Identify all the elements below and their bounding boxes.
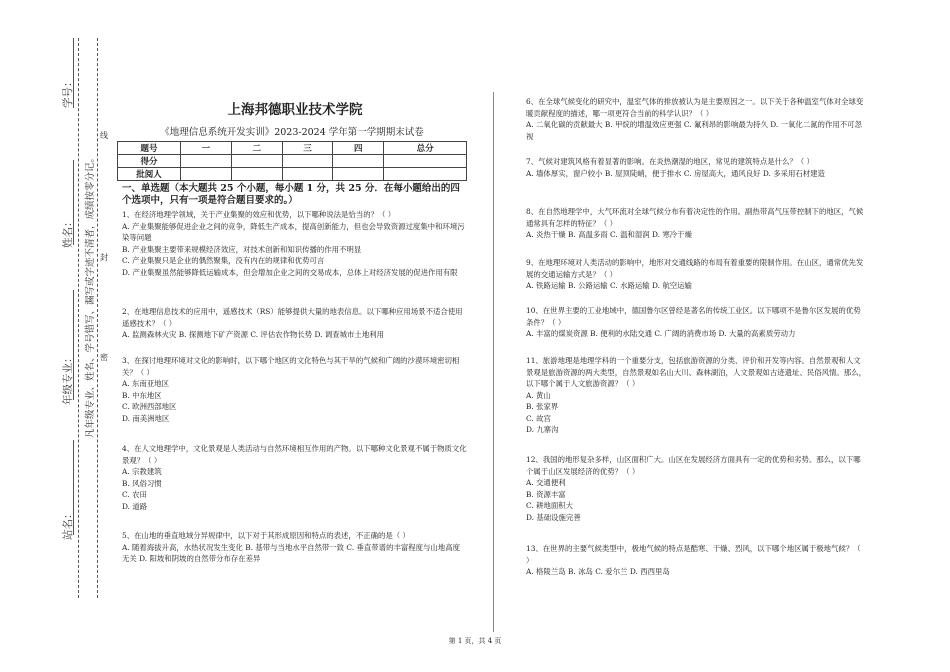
question-option[interactable]: C. 农田 bbox=[122, 490, 147, 499]
major-label: 年级专业： bbox=[62, 352, 74, 405]
reviewer-cell[interactable] bbox=[231, 168, 282, 181]
question-stem: 13、在世界的主要气候类型中，极地气候的特点是酷寒、干燥、烈风，以下哪个地区属于极地气候？（ ） bbox=[526, 544, 861, 565]
question-option[interactable]: D. 南美洲地区 bbox=[122, 413, 170, 423]
score-header-cell: 三 bbox=[282, 142, 333, 155]
score-cell[interactable] bbox=[231, 155, 282, 168]
question-option[interactable]: A. 铁路运输 B. 公路运输 C. 水路运输 D. 航空运输 bbox=[526, 281, 692, 290]
question-option[interactable]: A. 丰富的煤炭资源 B. 便利的水陆交通 C. 广阔的消费市场 D. 大量的高素质劳动力 bbox=[526, 329, 796, 338]
question-option[interactable]: A. 交通便利 bbox=[526, 478, 566, 487]
question-option[interactable]: D. 产业集聚虽然能够降低运输成本，但会增加企业之间的交易成本，总体上对经济发展的促进作用有限 bbox=[122, 267, 458, 277]
score-cell[interactable] bbox=[333, 155, 384, 168]
question-10 bbox=[526, 305, 866, 340]
binding-instruction: 凡年级专业、姓名、学号错写、漏写或字迹不清者，成绩按零分记。 bbox=[85, 152, 96, 438]
reviewer-cell[interactable] bbox=[384, 168, 467, 181]
major-underline bbox=[73, 290, 74, 400]
score-row bbox=[118, 155, 467, 168]
question-stem: 3、在探讨地理环境对文化的影响时，以下哪个地区的文化特色与其干旱的气候和广阔的沙漠环境密切相关？（ ） bbox=[122, 356, 460, 377]
score-table bbox=[117, 141, 467, 181]
question-3 bbox=[122, 355, 467, 424]
question-option[interactable]: A. 墙体厚实，窗户较小 B. 屋顶陡峭，便于排水 C. 房屋高大，通风良好 D. 多采用石材建造 bbox=[526, 168, 825, 178]
score-table-header-row bbox=[118, 142, 467, 155]
section-heading-single-choice: 一、单选题（本大题共 25 个小题，每小题 1 分，共 25 分．在每小题给出的四个选项中，只有一项是符合题目要求的。） bbox=[122, 183, 460, 206]
binding-dashed-line bbox=[97, 38, 98, 598]
question-option[interactable]: A. 宗教建筑 bbox=[122, 467, 162, 476]
question-option[interactable]: C. 产业集聚只是企业的偶然聚集，没有内在的规律和优势可言 bbox=[122, 256, 325, 265]
question-stem: 12、我国的地形复杂多样，山区面积广大。山区在发展经济方面具有一定的优势和劣势。那么，以下哪个属于山区发展经济的优势？（ ） bbox=[526, 455, 861, 476]
question-6 bbox=[526, 96, 866, 142]
question-option[interactable]: B. 产业集聚主要带来规模经济效应，对技术创新和知识传播的作用不明显 bbox=[122, 244, 362, 254]
score-cell[interactable] bbox=[384, 155, 467, 168]
question-stem: 8、在自然地理学中，大气环流对全球气候分布有着决定性的作用。副热带高气压带控制下的地区，气候通常具有怎样的特征？（ ） bbox=[526, 207, 864, 228]
site-label: 站名： bbox=[62, 508, 74, 540]
question-option[interactable]: B. 风俗习惯 bbox=[122, 478, 162, 488]
score-cell[interactable] bbox=[181, 155, 232, 168]
name-underline bbox=[73, 160, 74, 245]
question-stem: 4、在人文地理学中，文化景观是人类活动与自然环境相互作用的产物。以下哪种文化景观不属于物质文化景观？（ ） bbox=[122, 444, 467, 465]
question-option[interactable]: A. 东南亚地区 bbox=[122, 379, 169, 388]
name-label: 姓名： bbox=[62, 216, 74, 248]
question-stem: 6、在全球气候变化的研究中，温室气体的排放被认为是主要原因之一。以下关于各种温室气体对全球变暖贡献程度的描述，哪一项更符合当前的科学认识？（ ） bbox=[526, 97, 864, 118]
question-option[interactable]: A. 格陵兰岛 B. 冰岛 C. 爱尔兰 D. 西西里岛 bbox=[526, 567, 670, 576]
question-1 bbox=[122, 209, 467, 278]
reviewer-cell[interactable] bbox=[333, 168, 384, 181]
seal-char-xian: 线 bbox=[100, 131, 108, 140]
question-7 bbox=[526, 156, 866, 179]
question-5 bbox=[122, 530, 467, 565]
question-option[interactable]: D. 九寨沟 bbox=[526, 425, 559, 434]
exam-subtitle: 《地理信息系统开发实训》2023-2024 学年第一学期期末试卷 bbox=[160, 127, 424, 138]
question-8 bbox=[526, 206, 866, 241]
question-stem: 7、气候对建筑风格有着显著的影响。在炎热潮湿的地区，常见的建筑特点是什么？（ ） bbox=[526, 157, 814, 166]
question-option[interactable]: D. 道路 bbox=[122, 501, 148, 511]
reviewer-row-label: 批阅人 bbox=[118, 168, 181, 181]
school-title: 上海邦德职业技术学院 bbox=[227, 102, 363, 118]
reviewer-cell[interactable] bbox=[282, 168, 333, 181]
question-option[interactable]: A. 随着海拔升高，水热状况发生变化 B. 基带与当地水平自然带一致 C. 垂直带谱的丰富程度与山地高度无关 D. 阳坡和阴坡的自然带分布存在差异 bbox=[122, 542, 460, 563]
student-id-label: 学号： bbox=[62, 76, 74, 108]
question-option[interactable]: A. 炎热干燥 B. 高温多雨 C. 温和湿润 D. 寒冷干燥 bbox=[526, 230, 692, 239]
question-12 bbox=[526, 454, 866, 523]
score-header-cell: 二 bbox=[231, 142, 282, 155]
page-footer: 第 1 页，共 4 页 bbox=[448, 637, 502, 645]
question-option[interactable]: C. 耕地面积大 bbox=[526, 501, 574, 510]
question-option[interactable]: B. 张家界 bbox=[526, 402, 559, 411]
question-option[interactable]: A. 产业集聚能够促进企业之间的竞争，降低生产成本，提高创新能力，但也会导致资源过度集中和环境污染等问题 bbox=[122, 221, 465, 242]
student-id-underline bbox=[73, 38, 74, 108]
question-option[interactable]: A. 监测森林火灾 B. 探测地下矿产资源 C. 评估农作物长势 D. 调查城市土地利用 bbox=[122, 330, 384, 339]
score-header-cell: 题号 bbox=[118, 142, 181, 155]
question-stem: 5、在山地的垂直地域分异规律中，以下对于其形成原因和特点的表述，不正确的是（ ） bbox=[122, 531, 410, 540]
question-stem: 10、在世界主要的工业地域中，德国鲁尔区曾经是著名的传统工业区。以下哪项不是鲁尔区发展的优势条件？（ ） bbox=[526, 306, 861, 327]
site-underline bbox=[73, 440, 74, 535]
question-stem: 1、在经济地理学领域，关于产业集聚的效应和优势，以下哪种说法是恰当的？（ ） bbox=[122, 210, 396, 219]
reviewer-cell[interactable] bbox=[181, 168, 232, 181]
reviewer-row bbox=[118, 168, 467, 181]
question-11 bbox=[526, 355, 866, 436]
score-header-cell: 总分 bbox=[384, 142, 467, 155]
question-option[interactable]: A. 二氧化碳的贡献最大 B. 甲烷的增温效应更强 C. 氟利昂的影响最为持久 D. 一氧化二氮的作用不可忽视 bbox=[526, 120, 862, 141]
question-2 bbox=[122, 306, 467, 341]
column-divider bbox=[493, 92, 494, 632]
question-option[interactable]: C. 欧洲西部地区 bbox=[122, 402, 177, 411]
question-4 bbox=[122, 443, 467, 512]
score-header-cell: 一 bbox=[181, 142, 232, 155]
question-option[interactable]: A. 黄山 bbox=[526, 390, 551, 400]
question-option[interactable]: D. 基础设施完善 bbox=[526, 512, 581, 522]
question-stem: 11、旅游地理是地理学科的一个重要分支，包括旅游资源的分类、评价和开发等内容。自然景观和人文景观是旅游资源的两大类型，自然景观如名山大川、森林湖泊，人文景观如古迹遗址、民俗风情。那么，以下哪个属于人文旅游资源？（ ） bbox=[526, 356, 866, 388]
question-option[interactable]: C. 故宫 bbox=[526, 413, 551, 423]
question-stem: 9、在地理环境对人类活动的影响中，地形对交通线路的布局有着重要的限制作用。在山区，通常优先发展的交通运输方式是？（ ） bbox=[526, 258, 864, 279]
seal-char-mi: 密 bbox=[100, 353, 108, 362]
score-header-cell: 四 bbox=[333, 142, 384, 155]
question-option[interactable]: B. 资源丰富 bbox=[526, 489, 566, 499]
seal-char-feng: 封 bbox=[100, 253, 108, 262]
score-cell[interactable] bbox=[282, 155, 333, 168]
question-9 bbox=[526, 257, 866, 292]
binding-dashed-line-inner bbox=[78, 38, 79, 598]
question-stem: 2、在地理信息技术的应用中，遥感技术（RS）能够提供大量的地表信息。以下哪种应用场景不适合使用遥感技术？（ ） bbox=[122, 307, 463, 328]
score-row-label: 得分 bbox=[118, 155, 181, 168]
question-13 bbox=[526, 543, 866, 578]
question-option[interactable]: B. 中东地区 bbox=[122, 390, 162, 400]
